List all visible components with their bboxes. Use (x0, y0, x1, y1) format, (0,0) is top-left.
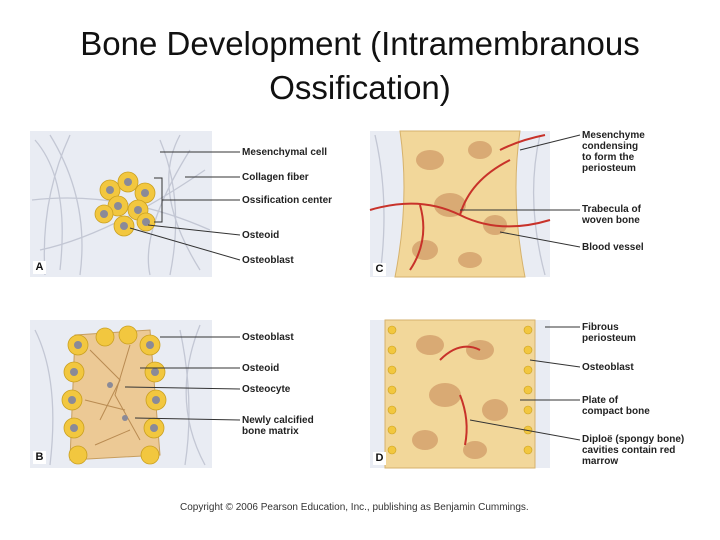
panel-b-illustration (30, 320, 212, 468)
label-blood-vessel: Blood vessel (582, 242, 644, 253)
panel-c-letter: C (373, 263, 386, 276)
label-osteoid-a: Osteoid (242, 230, 280, 241)
panel-d-illustration (370, 320, 550, 468)
label-mesenchyme-periosteum: Mesenchyme condensing to form the periosteum (582, 130, 645, 174)
panel-d-letter: D (373, 452, 386, 465)
label-mesenchymal-cell: Mesenchymal cell (242, 147, 328, 158)
label-diploe: Diploë (spongy bone) cavities contain red marrow (582, 434, 685, 467)
panel-a-illustration (30, 131, 212, 277)
label-osteoblast-d: Osteoblast (582, 362, 634, 373)
panel-c-illustration (370, 131, 550, 277)
label-ossification-center: Ossification center (242, 195, 333, 206)
slide-title: Bone Development (Intramembranous Ossification) (80, 25, 640, 106)
label-osteocyte: Osteocyte (242, 384, 291, 395)
panel-b-letter: B (33, 451, 46, 464)
copyright-notice: Copyright © 2006 Pearson Education, Inc., publishing as Benjamin Cummings. (180, 502, 529, 513)
label-osteoblast-a: Osteoblast (242, 255, 294, 266)
label-fibrous-periosteum: Fibrous periosteum (582, 322, 636, 344)
label-trabecula: Trabecula of woven bone (582, 204, 641, 226)
label-collagen-fiber: Collagen fiber (242, 172, 309, 183)
label-calcified-matrix: Newly calcified bone matrix (242, 415, 314, 437)
label-osteoid-b: Osteoid (242, 363, 280, 374)
label-compact-bone: Plate of compact bone (582, 395, 650, 417)
label-osteoblast-b: Osteoblast (242, 332, 294, 343)
panel-a-letter: A (33, 261, 46, 274)
